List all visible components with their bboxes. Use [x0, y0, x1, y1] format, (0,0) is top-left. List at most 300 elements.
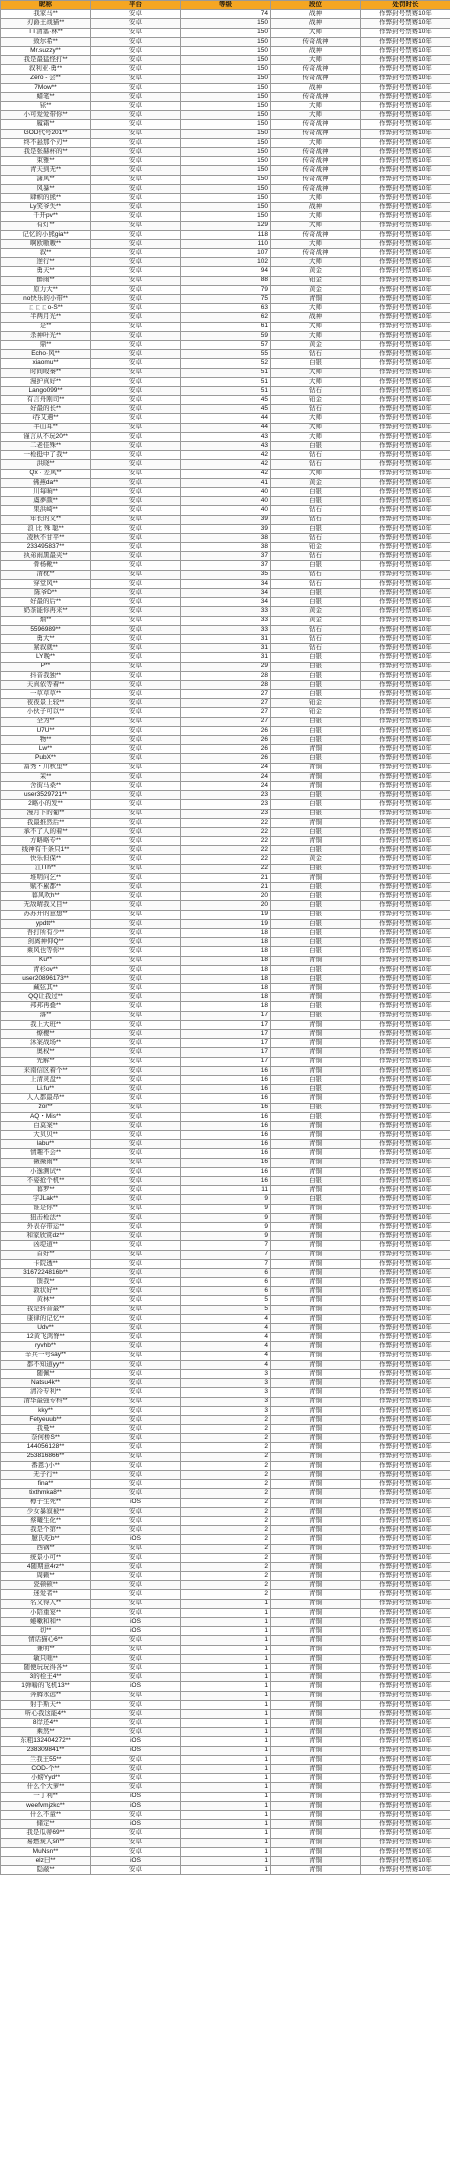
rank-cell: 传奇战神: [271, 175, 361, 184]
table-row: [1, 285, 450, 294]
level-cell: 4: [181, 1324, 271, 1333]
rank-cell: 青铜: [271, 1369, 361, 1378]
penalty-cell: 作弊封号禁赛10年: [361, 800, 450, 809]
penalty-cell: 作弊封号禁赛10年: [361, 442, 450, 451]
level-cell: 16: [181, 1103, 271, 1112]
penalty-cell: 作弊封号禁赛10年: [361, 432, 450, 441]
table-row: [1, 864, 450, 873]
platform-cell: 安卓: [91, 1287, 181, 1296]
level-cell: 3: [181, 1388, 271, 1397]
nickname-cell: 肆帜的熊**: [1, 193, 91, 202]
penalty-cell: 作弊封号禁赛10年: [361, 763, 450, 772]
penalty-cell: 作弊封号禁赛10年: [361, 1645, 450, 1654]
platform-cell: 安卓: [91, 1112, 181, 1121]
table-row: [1, 625, 450, 634]
table-row: [1, 138, 450, 147]
level-cell: 2: [181, 1507, 271, 1516]
nickname-cell: 情趣不会**: [1, 1149, 91, 1158]
table-row: [1, 1415, 450, 1424]
table-row: [1, 1121, 450, 1130]
table-row: [1, 377, 450, 386]
table-row: [1, 1581, 450, 1590]
rank-cell: 大师: [271, 377, 361, 386]
level-cell: 18: [181, 965, 271, 974]
platform-cell: 安卓: [91, 1397, 181, 1406]
platform-cell: 安卓: [91, 1507, 181, 1516]
table-row: [1, 1755, 450, 1764]
penalty-cell: 作弊封号禁赛10年: [361, 295, 450, 304]
table-row: [1, 1765, 450, 1774]
rank-cell: 传奇战神: [271, 37, 361, 46]
level-cell: 3: [181, 1406, 271, 1415]
platform-cell: iOS: [91, 1746, 181, 1755]
level-cell: 7: [181, 1241, 271, 1250]
platform-cell: 安卓: [91, 405, 181, 414]
nickname-cell: 方略略专**: [1, 837, 91, 846]
nickname-cell: 敦状好**: [1, 1287, 91, 1296]
nickname-cell: ㄈㄈㄈo-S**: [1, 304, 91, 313]
level-cell: 16: [181, 1112, 271, 1121]
level-cell: 2: [181, 1489, 271, 1498]
level-cell: 150: [181, 120, 271, 129]
table-row: [1, 809, 450, 818]
nickname-cell: 鼎**: [1, 340, 91, 349]
platform-cell: 安卓: [91, 1103, 181, 1112]
penalty-cell: 作弊封号禁赛10年: [361, 855, 450, 864]
nickname-cell: 238309841**: [1, 1746, 91, 1755]
nickname-cell: 暮风吹h**: [1, 892, 91, 901]
platform-cell: 安卓: [91, 1866, 181, 1875]
nickname-cell: 醉雨**: [1, 276, 91, 285]
level-cell: 3: [181, 1397, 271, 1406]
level-cell: 6: [181, 1268, 271, 1277]
level-cell: 1: [181, 1645, 271, 1654]
nickname-cell: AQ・Mis**: [1, 1112, 91, 1121]
platform-cell: 安卓: [91, 1232, 181, 1241]
table-row: [1, 1103, 450, 1112]
penalty-cell: 作弊封号禁赛10年: [361, 184, 450, 193]
platform-cell: 安卓: [91, 883, 181, 892]
level-cell: 9: [181, 1222, 271, 1231]
table-row: [1, 1011, 450, 1020]
nickname-cell: PubX**: [1, 754, 91, 763]
nickname-cell: 先解**: [1, 1057, 91, 1066]
platform-cell: 安卓: [91, 579, 181, 588]
nickname-cell: 12黄飞鸿脊**: [1, 1333, 91, 1342]
platform-cell: 安卓: [91, 947, 181, 956]
level-cell: 1: [181, 1829, 271, 1838]
rank-cell: 青铜: [271, 1204, 361, 1213]
table-row: [1, 1369, 450, 1378]
penalty-cell: 作弊封号禁赛10年: [361, 533, 450, 542]
rank-cell: 青铜: [271, 1480, 361, 1489]
level-cell: 1: [181, 1719, 271, 1728]
platform-cell: 安卓: [91, 1691, 181, 1700]
rank-cell: 白银: [271, 864, 361, 873]
platform-cell: 安卓: [91, 745, 181, 754]
level-cell: 1: [181, 1636, 271, 1645]
table-row: [1, 1222, 450, 1231]
level-cell: 22: [181, 855, 271, 864]
level-cell: 51: [181, 386, 271, 395]
rank-cell: 传奇战神: [271, 148, 361, 157]
rank-cell: 钻石: [271, 644, 361, 653]
nickname-cell: 全为**: [1, 717, 91, 726]
penalty-cell: 作弊封号禁赛10年: [361, 1507, 450, 1516]
level-cell: 1: [181, 1682, 271, 1691]
level-cell: 40: [181, 497, 271, 506]
level-cell: 2: [181, 1452, 271, 1461]
penalty-cell: 作弊封号禁赛10年: [361, 74, 450, 83]
rank-cell: 白银: [271, 974, 361, 983]
penalty-cell: 作弊封号禁赛10年: [361, 1599, 450, 1608]
level-cell: 2: [181, 1544, 271, 1553]
table-row: [1, 1856, 450, 1865]
platform-cell: 安卓: [91, 46, 181, 55]
level-cell: 1: [181, 1838, 271, 1847]
level-cell: 150: [181, 184, 271, 193]
level-cell: 2: [181, 1498, 271, 1507]
level-cell: 20: [181, 901, 271, 910]
level-cell: 1: [181, 1737, 271, 1746]
rank-cell: 青铜: [271, 1397, 361, 1406]
table-row: [1, 46, 450, 55]
nickname-cell: 康律的记忆**: [1, 1314, 91, 1323]
level-cell: 61: [181, 322, 271, 331]
level-cell: 1: [181, 1673, 271, 1682]
level-cell: 28: [181, 671, 271, 680]
table-row: [1, 1572, 450, 1581]
rank-cell: 白银: [271, 791, 361, 800]
platform-cell: 安卓: [91, 1177, 181, 1186]
table-row: [1, 1663, 450, 1672]
nickname-cell: 漫护真好**: [1, 377, 91, 386]
platform-cell: 安卓: [91, 19, 181, 28]
level-cell: 33: [181, 616, 271, 625]
penalty-cell: 作弊封号禁赛10年: [361, 625, 450, 634]
table-row: [1, 772, 450, 781]
level-cell: 23: [181, 791, 271, 800]
nickname-cell: elz曰**: [1, 1856, 91, 1865]
platform-cell: 安卓: [91, 910, 181, 919]
level-cell: 1: [181, 1774, 271, 1783]
rank-cell: 青铜: [271, 1471, 361, 1480]
platform-cell: 安卓: [91, 359, 181, 368]
platform-cell: 安卓: [91, 1241, 181, 1250]
level-cell: 26: [181, 745, 271, 754]
table-row: [1, 993, 450, 1002]
penalty-cell: 作弊封号禁赛10年: [361, 552, 450, 561]
rank-cell: 战神: [271, 83, 361, 92]
rank-cell: 大师: [271, 423, 361, 432]
level-cell: 150: [181, 148, 271, 157]
nickname-cell: 沐案战场**: [1, 1039, 91, 1048]
penalty-cell: 作弊封号禁赛10年: [361, 1415, 450, 1424]
rank-cell: 青铜: [271, 1682, 361, 1691]
rank-cell: 大师: [271, 111, 361, 120]
table-row: [1, 1075, 450, 1084]
nickname-cell: 佛燕da**: [1, 478, 91, 487]
table-row: [1, 1324, 450, 1333]
nickname-cell: 原力大**: [1, 285, 91, 294]
table-row: [1, 1526, 450, 1535]
platform-cell: 安卓: [91, 1765, 181, 1774]
platform-cell: 安卓: [91, 340, 181, 349]
nickname-cell: 我是瓜蒂69**: [1, 1829, 91, 1838]
table-row: [1, 1149, 450, 1158]
nickname-cell: 233495837**: [1, 543, 91, 552]
level-cell: 2: [181, 1562, 271, 1571]
rank-cell: 白银: [271, 1075, 361, 1084]
rank-cell: 青铜: [271, 1829, 361, 1838]
table-row: [1, 1305, 450, 1314]
nickname-cell: 小螃Yyd**: [1, 1774, 91, 1783]
platform-cell: 安卓: [91, 1636, 181, 1645]
level-cell: 107: [181, 249, 271, 258]
level-cell: 6: [181, 1278, 271, 1287]
penalty-cell: 作弊封号禁赛10年: [361, 1801, 450, 1810]
rank-cell: 传奇战神: [271, 92, 361, 101]
penalty-cell: 作弊封号禁赛10年: [361, 1158, 450, 1167]
table-row: [1, 212, 450, 221]
rank-cell: 白银: [271, 938, 361, 947]
nickname-cell: 记忆的小熊gia**: [1, 230, 91, 239]
level-cell: 2: [181, 1526, 271, 1535]
level-cell: 5: [181, 1305, 271, 1314]
nickname-cell: 3167224816b**: [1, 1268, 91, 1277]
penalty-cell: 作弊封号禁赛10年: [361, 102, 450, 111]
table-row: [1, 350, 450, 359]
nickname-cell: 好最的后**: [1, 598, 91, 607]
level-cell: 18: [181, 993, 271, 1002]
rank-cell: 白银: [271, 965, 361, 974]
rank-cell: 钻石: [271, 460, 361, 469]
platform-cell: 安卓: [91, 736, 181, 745]
rank-cell: 青铜: [271, 1590, 361, 1599]
level-cell: 110: [181, 239, 271, 248]
header-level: 等级: [181, 1, 271, 10]
platform-cell: 安卓: [91, 506, 181, 515]
table-row: [1, 589, 450, 598]
nickname-cell: 抖音我独**: [1, 671, 91, 680]
platform-cell: 安卓: [91, 717, 181, 726]
level-cell: 18: [181, 974, 271, 983]
penalty-cell: 作弊封号禁赛10年: [361, 1278, 450, 1287]
nickname-cell: 切**: [1, 1627, 91, 1636]
platform-cell: 安卓: [91, 249, 181, 258]
rank-cell: 白银: [271, 754, 361, 763]
table-row: [1, 497, 450, 506]
rank-cell: 青铜: [271, 1663, 361, 1672]
rank-cell: 青铜: [271, 1645, 361, 1654]
table-row: [1, 1728, 450, 1737]
penalty-cell: 作弊封号禁赛10年: [361, 1048, 450, 1057]
platform-cell: 安卓: [91, 800, 181, 809]
rank-cell: 白银: [271, 524, 361, 533]
platform-cell: iOS: [91, 1856, 181, 1865]
rank-cell: 青铜: [271, 1048, 361, 1057]
table-row: [1, 901, 450, 910]
nickname-cell: 快乐但保**: [1, 855, 91, 864]
table-row: [1, 956, 450, 965]
platform-cell: 安卓: [91, 699, 181, 708]
penalty-cell: 作弊封号禁赛10年: [361, 919, 450, 928]
nickname-cell: 奶茶能你再来**: [1, 607, 91, 616]
platform-cell: 安卓: [91, 1324, 181, 1333]
table-row: [1, 111, 450, 120]
nickname-cell: no快乐的小带**: [1, 295, 91, 304]
nickname-cell: user3529721**: [1, 791, 91, 800]
table-row: [1, 1406, 450, 1415]
penalty-cell: 作弊封号禁赛10年: [361, 993, 450, 1002]
table-row: [1, 543, 450, 552]
table-row: [1, 708, 450, 717]
rank-cell: 青铜: [271, 1461, 361, 1470]
penalty-cell: 作弊封号禁赛10年: [361, 285, 450, 294]
nickname-cell: 外表存带运**: [1, 1222, 91, 1231]
platform-cell: 安卓: [91, 901, 181, 910]
nickname-cell: 奔腾永远**: [1, 1691, 91, 1700]
level-cell: 18: [181, 984, 271, 993]
rank-cell: 青铜: [271, 1838, 361, 1847]
level-cell: 1: [181, 1728, 271, 1737]
penalty-cell: 作弊封号禁赛10年: [361, 1452, 450, 1461]
rank-cell: 青铜: [271, 1121, 361, 1130]
platform-cell: 安卓: [91, 1020, 181, 1029]
table-row: [1, 442, 450, 451]
nickname-cell: GOD代号201**: [1, 129, 91, 138]
table-row: [1, 791, 450, 800]
level-cell: 27: [181, 699, 271, 708]
rank-cell: 青铜: [271, 1847, 361, 1856]
table-row: [1, 754, 450, 763]
table-row: [1, 1195, 450, 1204]
nickname-cell: Ku**: [1, 956, 91, 965]
penalty-cell: 作弊封号禁赛10年: [361, 1765, 450, 1774]
nickname-cell: Fetyeuub**: [1, 1415, 91, 1424]
platform-cell: 安卓: [91, 1167, 181, 1176]
level-cell: 5: [181, 1296, 271, 1305]
platform-cell: 安卓: [91, 1847, 181, 1856]
rank-cell: 白银: [271, 442, 361, 451]
nickname-cell: 烟**: [1, 616, 91, 625]
nickname-cell: 叙利亚·勇**: [1, 65, 91, 74]
level-cell: 1: [181, 1700, 271, 1709]
rank-cell: 青铜: [271, 1342, 361, 1351]
nickname-cell: Mr.suzzy**: [1, 46, 91, 55]
penalty-cell: 作弊封号禁赛10年: [361, 313, 450, 322]
table-row: [1, 1654, 450, 1663]
level-cell: 34: [181, 579, 271, 588]
nickname-cell: 蜷嗽和和**: [1, 1618, 91, 1627]
rank-cell: 白银: [271, 827, 361, 836]
nickname-cell: 履霜**: [1, 120, 91, 129]
level-cell: 18: [181, 1002, 271, 1011]
nickname-cell: 3的栓王4**: [1, 1673, 91, 1682]
rank-cell: 黄金: [271, 285, 361, 294]
penalty-cell: 作弊封号禁赛10年: [361, 1011, 450, 1020]
table-row: [1, 203, 450, 212]
table-row: [1, 19, 450, 28]
rank-cell: 传奇战神: [271, 129, 361, 138]
penalty-cell: 作弊封号禁赛10年: [361, 699, 450, 708]
level-cell: 150: [181, 19, 271, 28]
level-cell: 3: [181, 1379, 271, 1388]
nickname-cell: 有灯**: [1, 221, 91, 230]
table-row: [1, 331, 450, 340]
level-cell: 21: [181, 873, 271, 882]
level-cell: 20: [181, 892, 271, 901]
table-row: [1, 1296, 450, 1305]
rank-cell: 青铜: [271, 1765, 361, 1774]
penalty-cell: 作弊封号禁赛10年: [361, 478, 450, 487]
nickname-cell: 我家马**: [1, 10, 91, 19]
nickname-cell: 名又得人**: [1, 1599, 91, 1608]
table-row: [1, 1461, 450, 1470]
platform-cell: 安卓: [91, 166, 181, 175]
penalty-cell: 作弊封号禁赛10年: [361, 175, 450, 184]
nickname-cell: 西锅**: [1, 1544, 91, 1553]
nickname-cell: 什么不童**: [1, 1810, 91, 1819]
table-row: [1, 938, 450, 947]
platform-cell: 安卓: [91, 846, 181, 855]
nickname-cell: 奈何桥S**: [1, 1434, 91, 1443]
rank-cell: 青铜: [271, 1131, 361, 1140]
penalty-cell: 作弊封号禁赛10年: [361, 148, 450, 157]
platform-cell: 安卓: [91, 1783, 181, 1792]
rank-cell: 大师: [271, 239, 361, 248]
header-row: [1, 1, 450, 10]
table-row: [1, 800, 450, 809]
platform-cell: 安卓: [91, 965, 181, 974]
table-row: [1, 947, 450, 956]
penalty-cell: 作弊封号禁赛10年: [361, 1544, 450, 1553]
rank-cell: 青铜: [271, 1774, 361, 1783]
rank-cell: 白银: [271, 1002, 361, 1011]
level-cell: 150: [181, 28, 271, 37]
nickname-cell: 二老佳殊**: [1, 442, 91, 451]
rank-cell: 青铜: [271, 1314, 361, 1323]
penalty-cell: 作弊封号禁赛10年: [361, 598, 450, 607]
platform-cell: 安卓: [91, 1305, 181, 1314]
level-cell: 22: [181, 846, 271, 855]
platform-cell: 安卓: [91, 193, 181, 202]
penalty-cell: 作弊封号禁赛10年: [361, 671, 450, 680]
platform-cell: 安卓: [91, 1250, 181, 1259]
nickname-cell: 迷爱者**: [1, 1590, 91, 1599]
rank-cell: 青铜: [271, 1507, 361, 1516]
penalty-cell: 作弊封号禁赛10年: [361, 1581, 450, 1590]
nickname-cell: 承不了人的着**: [1, 827, 91, 836]
nickname-cell: 黄林**: [1, 1296, 91, 1305]
penalty-cell: 作弊封号禁赛10年: [361, 193, 450, 202]
table-row: [1, 1287, 450, 1296]
platform-cell: 安卓: [91, 1094, 181, 1103]
penalty-cell: 作弊封号禁赛10年: [361, 1186, 450, 1195]
penalty-cell: 作弊封号禁赛10年: [361, 579, 450, 588]
platform-cell: 安卓: [91, 827, 181, 836]
platform-cell: iOS: [91, 1820, 181, 1829]
table-row: [1, 1425, 450, 1434]
penalty-cell: 作弊封号禁赛10年: [361, 230, 450, 239]
level-cell: 16: [181, 1121, 271, 1130]
table-row: [1, 910, 450, 919]
penalty-cell: 作弊封号禁赛10年: [361, 837, 450, 846]
penalty-cell: 作弊封号禁赛10年: [361, 1296, 450, 1305]
table-row: [1, 653, 450, 662]
platform-cell: 安卓: [91, 1461, 181, 1470]
rank-cell: 钻石: [271, 386, 361, 395]
